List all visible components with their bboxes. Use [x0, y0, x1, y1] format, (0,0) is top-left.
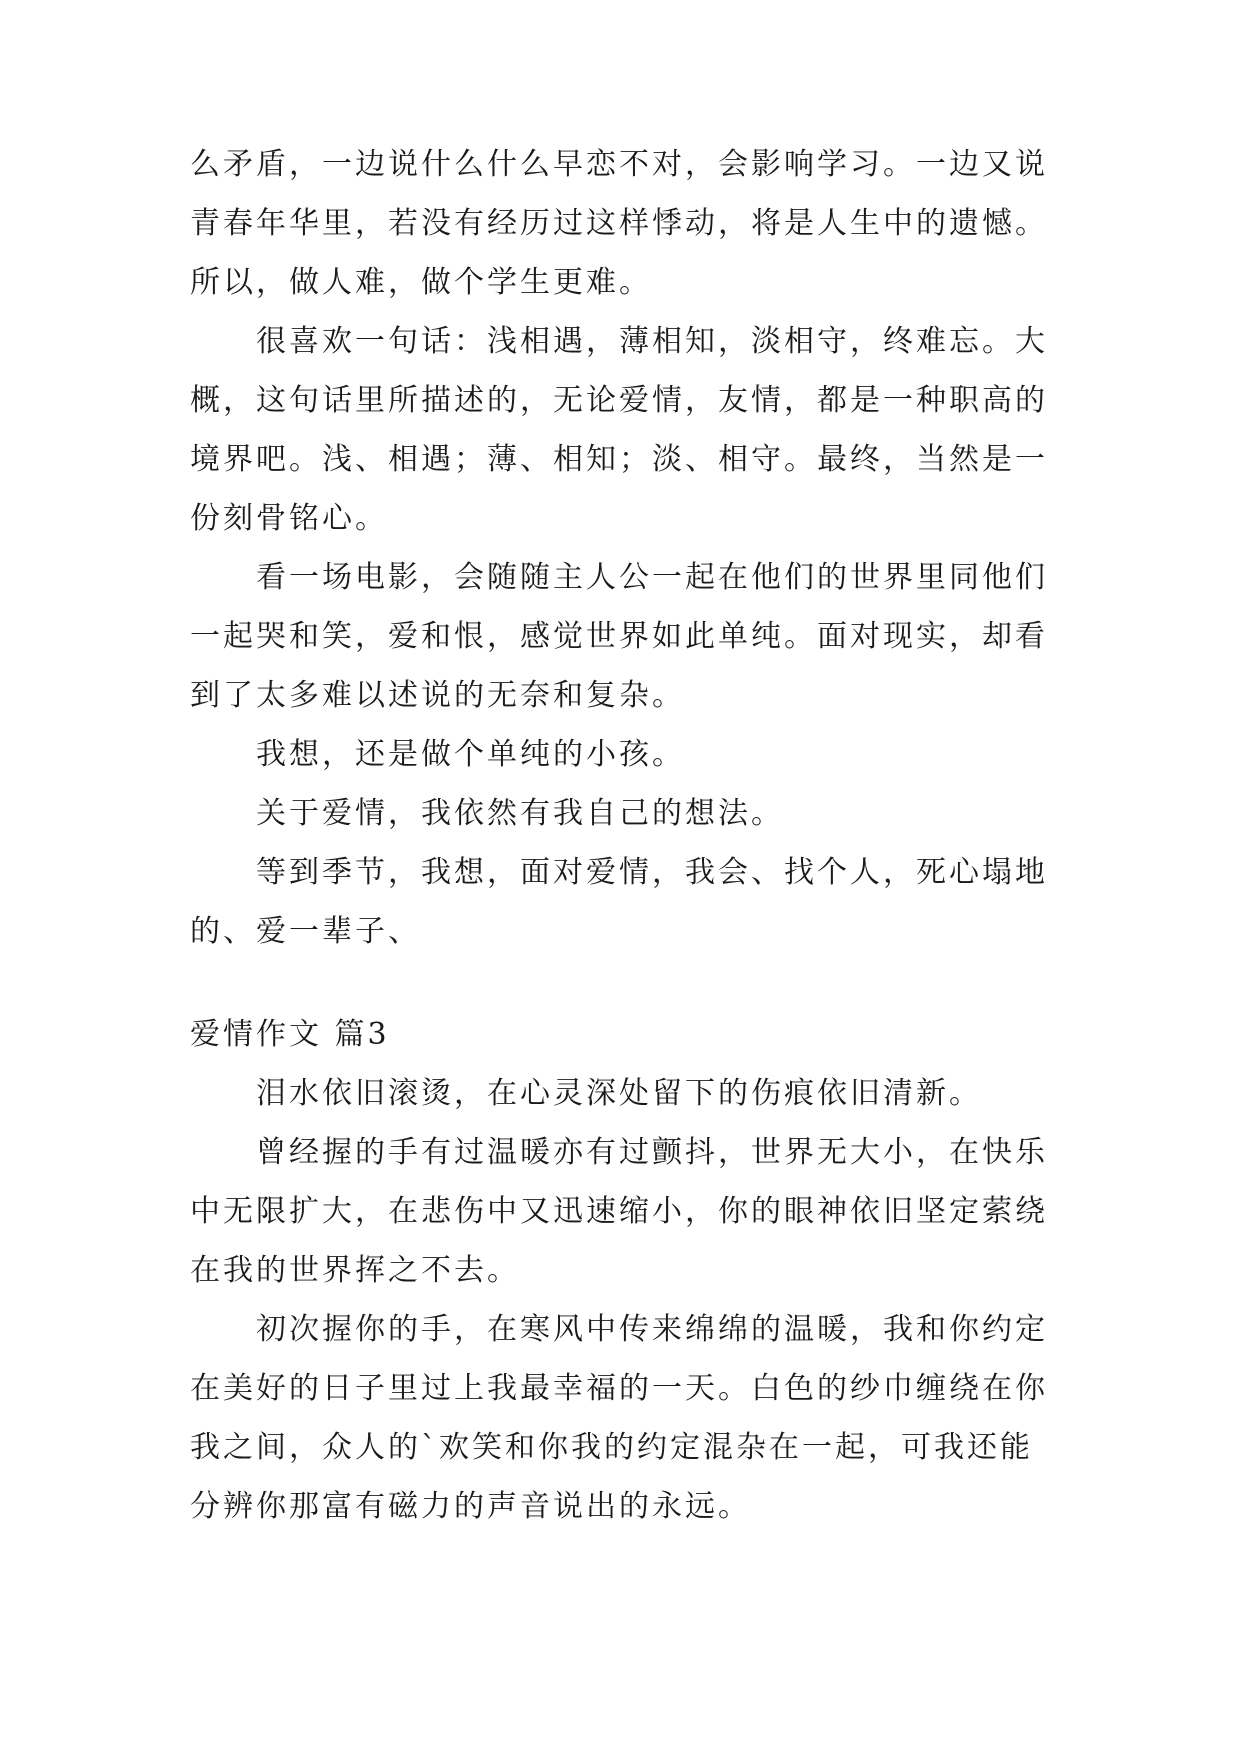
text-line: 初次握你的手，在寒风中传来绵绵的温暖，我和你约定 [256, 1312, 1048, 1347]
text-line: 境界吧。浅、相遇；薄、相知；淡、相守。最终，当然是一 [190, 442, 1048, 477]
text-line: 的、爱一辈子、 [190, 914, 421, 949]
text-line: 一起哭和笑，爱和恨，感觉世界如此单纯。面对现实，却看 [190, 619, 1048, 654]
text-line: 青春年华里，若没有经历过这样悸动，将是人生中的遗憾。 [190, 206, 1048, 241]
text-line: 等到季节，我想，面对爱情，我会、找个人，死心塌地 [256, 855, 1048, 890]
text-line: 概，这句话里所描述的，无论爱情，友情，都是一种职高的 [190, 383, 1048, 418]
section-heading: 爱情作文 篇3 [190, 1017, 390, 1052]
text-line: 分辨你那富有磁力的声音说出的永远。 [190, 1489, 751, 1524]
body-text-part2 [190, 1064, 1070, 1536]
text-line: 所以，做人难，做个学生更难。 [190, 265, 652, 300]
text-line: 到了太多难以述说的无奈和复杂。 [190, 678, 685, 713]
text-line: 看一场电影，会随随主人公一起在他们的世界里同他们 [256, 560, 1048, 595]
text-line: 我想，还是做个单纯的小孩。 [256, 737, 685, 772]
body-text-part1 [190, 135, 1070, 961]
text-line: 曾经握的手有过温暖亦有过颤抖，世界无大小，在快乐 [256, 1135, 1048, 1170]
text-line: 在美好的日子里过上我最幸福的一天。白色的纱巾缠绕在你 [190, 1371, 1048, 1406]
text-line: 在我的世界挥之不去。 [190, 1253, 520, 1288]
text-line: 份刻骨铭心。 [190, 501, 388, 536]
text-line: 关于爱情，我依然有我自己的想法。 [256, 796, 784, 831]
text-line: 么矛盾，一边说什么什么早恋不对，会影响学习。一边又说 [190, 147, 1048, 182]
text-line: 我之间，众人的`欢笑和你我的约定混杂在一起，可我还能 [190, 1430, 1033, 1465]
text-line: 很喜欢一句话：浅相遇，薄相知，淡相守，终难忘。大 [256, 324, 1048, 359]
text-line: 泪水依旧滚烫，在心灵深处留下的伤痕依旧清新。 [256, 1076, 982, 1111]
text-line: 中无限扩大，在悲伤中又迅速缩小，你的眼神依旧坚定萦绕 [190, 1194, 1048, 1229]
